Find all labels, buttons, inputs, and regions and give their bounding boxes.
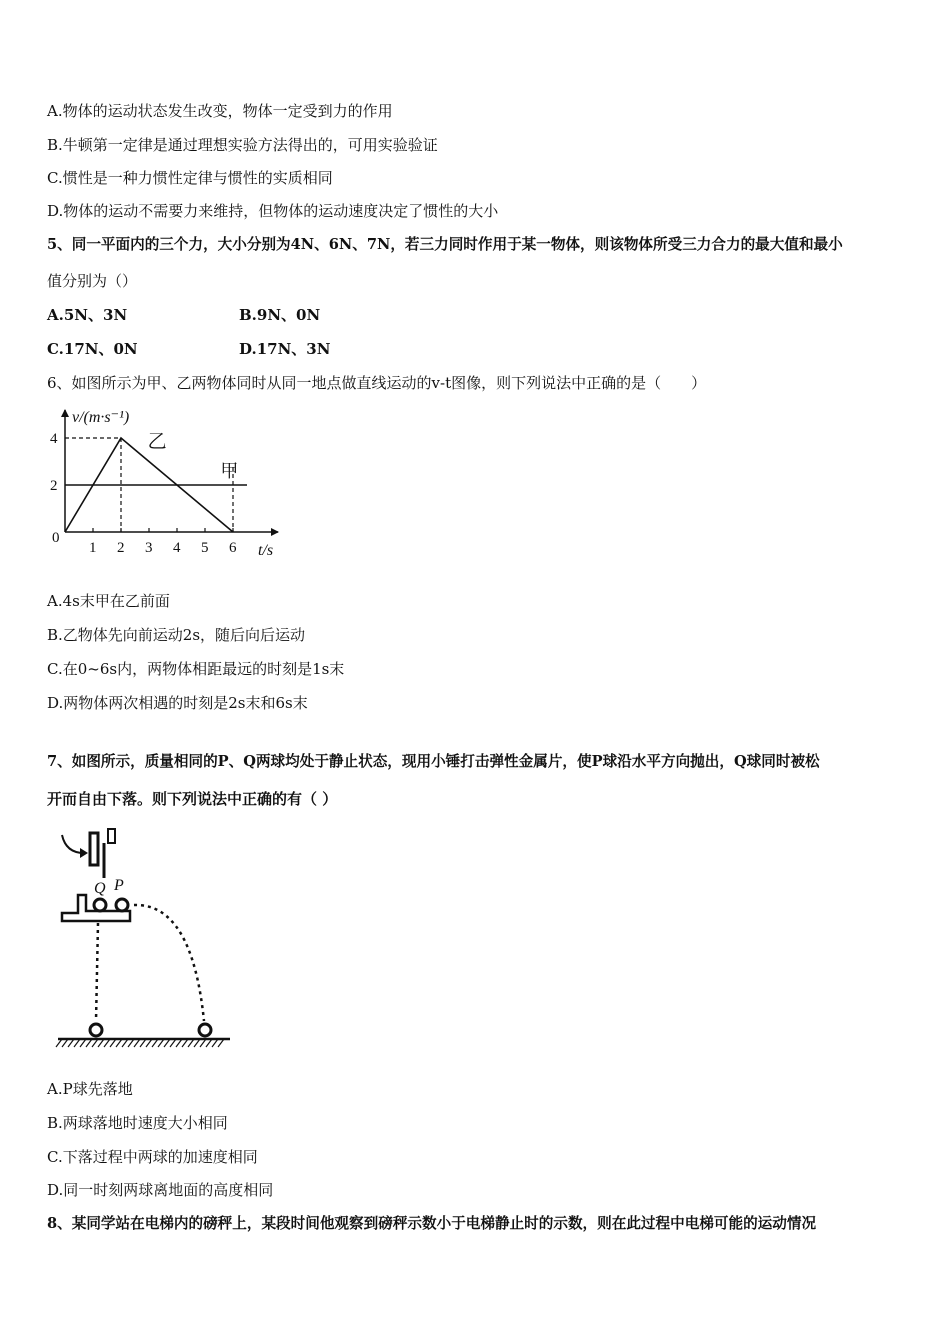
y-ticks: [50, 431, 58, 494]
x-tick-label: 6: [229, 540, 237, 556]
x-tick-label: 5: [201, 540, 209, 556]
q5-stem-line2: 值分别为（）: [47, 272, 138, 290]
vt-graph: [40, 400, 290, 565]
x-tick-label: 1: [89, 540, 97, 556]
q6-stem: 6、如图所示为甲、乙两物体同时从同一地点做直线运动的v-t图像，则下列说法中正确的是（ ）: [47, 374, 707, 392]
q7-stem-line1: 7、如图所示，质量相同的P、Q两球均处于静止状态，现用小锤打击弹性金属片，使P球沿水平方向抛出，Q球同时被松: [47, 753, 820, 770]
hammer: [90, 833, 98, 865]
series-label-jia: 甲: [220, 461, 239, 481]
q5-option-d: D.17N、3N: [239, 340, 331, 358]
q5-option-a: A.5N、3N: [47, 306, 128, 324]
y-axis-label: v/(m·s⁻¹): [72, 409, 130, 426]
q-trajectory: [96, 923, 98, 1021]
x-axis-label: t/s: [258, 542, 274, 559]
q6-option-c: C.在0~6s内，两物体相距最远的时刻是1s末: [47, 660, 345, 678]
q7-option-d: D.同一时刻两球离地面的高度相同: [47, 1181, 274, 1199]
series-labels: [148, 431, 239, 481]
q6-option-b: B.乙物体先向前运动2s，随后向后运动: [47, 626, 306, 644]
q4-option-d: D.物体的运动不需要力来维持，但物体的运动速度决定了惯性的大小: [47, 202, 499, 220]
label-p: P: [114, 877, 124, 894]
p-trajectory: [134, 905, 204, 1021]
q4-option-b: B.牛顿第一定律是通过理想实验方法得出的，可用实验验证: [47, 136, 438, 154]
q6-option-d: D.两物体两次相遇的时刻是2s末和6s末: [47, 694, 308, 712]
ball-q-landed: [90, 1024, 102, 1036]
x-tick-label: 2: [117, 540, 125, 556]
q7-option-a: A.P球先落地: [47, 1080, 133, 1098]
x-tick-label: 3: [145, 540, 153, 556]
ball-p: [116, 899, 128, 911]
series-label-yi: 乙: [147, 431, 167, 453]
ball-q: [94, 899, 106, 911]
label-q: Q: [94, 880, 106, 897]
y-tick-label: 2: [50, 478, 58, 494]
q5-option-b: B.9N、0N: [239, 306, 321, 324]
q5-stem-line1: 5、同一平面内的三个力，大小分别为4N、6N、7N，若三力同时作用于某一物体，则该物体所受三力合力的最大值和最小: [47, 236, 843, 253]
q7-option-b: B.两球落地时速度大小相同: [47, 1114, 228, 1132]
y-tick-label: 4: [50, 431, 58, 447]
ball-p-landed: [199, 1024, 211, 1036]
q6-option-a: A.4s末甲在乙前面: [47, 592, 170, 610]
projectile-apparatus-figure: [52, 823, 237, 1058]
q4-option-a: A.物体的运动状态发生改变，物体一定受到力的作用: [47, 102, 393, 120]
x-tick-label: 4: [173, 540, 181, 556]
q5-option-c: C.17N、0N: [47, 340, 138, 358]
q8-stem-line1: 8、某同学站在电梯内的磅秤上，某段时间他观察到磅秤示数小于电梯静止时的示数，则在此过程中电梯可能的运动情况: [47, 1215, 817, 1232]
q7-option-c: C.下落过程中两球的加速度相同: [47, 1148, 258, 1166]
q7-stem-line2: 开而自由下落。则下列说法中正确的有（ ）: [47, 790, 338, 808]
origin-label: 0: [52, 530, 60, 546]
q4-option-c: C.惯性是一种力惯性定律与惯性的实质相同: [47, 169, 333, 187]
